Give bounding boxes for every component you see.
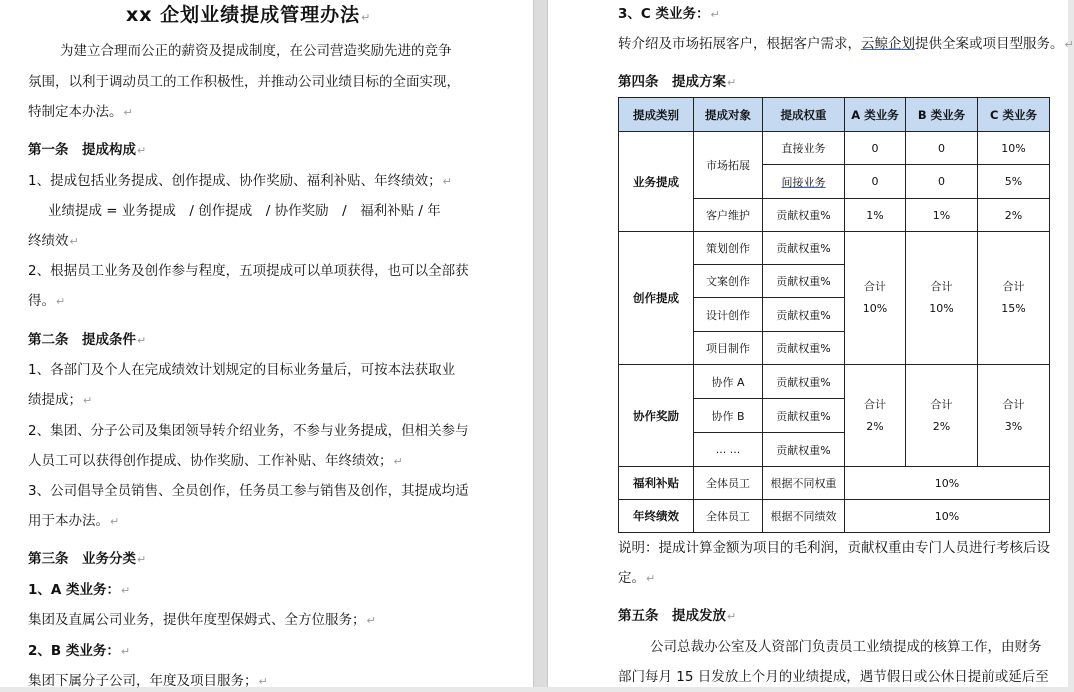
table-header-row (619, 98, 1050, 132)
intro-line: 为建立合理而公正的薪资及提成制度，在公司营造奖励先进的竞争 (60, 43, 452, 59)
weight-cell: 贡献权重% (763, 332, 845, 365)
category-c-heading: 3、C 类业务：↵ (618, 6, 720, 22)
category-a-heading: 1、A 类业务：↵ (28, 582, 131, 598)
total-cell: 合计 10% (845, 232, 906, 365)
article-2-item-1-cont: 绩提成；↵ (28, 392, 93, 408)
intro-line: 特制定本办法。↵ (28, 104, 133, 120)
table-note-cont: 定。↵ (618, 570, 656, 586)
article-1-item-2-cont: 得。↵ (28, 293, 66, 309)
target-cell: 设计创作 (694, 298, 763, 332)
target-cell: 项目制作 (694, 332, 763, 365)
table-note: 说明：提成计算金额为项目的毛利润，贡献权重由专门人员进行考核后设 (618, 540, 1050, 556)
article-2-item-3: 3、公司倡导全员销售、全员创作，任务员工参与销售及创作，其提成均适 (28, 483, 469, 499)
weight-cell: 贡献权重% (763, 232, 845, 265)
article-5-heading: 第五条 提成发放↵ (618, 608, 737, 624)
header-cell: 提成权重 (763, 98, 845, 132)
article-5-text: 公司总裁办公室及人资部门负责员工业绩提成的核算工作，由财务 (650, 639, 1042, 655)
total-cell: 合计 15% (978, 232, 1050, 365)
weight-cell: 直接业务 (763, 132, 845, 165)
weight-cell: 根据不同权重 (763, 467, 845, 500)
article-1-item-1: 1、提成包括业务提成、创作提成、协作奖励、福利补贴、年终绩效；↵ (28, 173, 452, 189)
article-2-item-2: 2、集团、分子公司及集团领导转介绍业务，不参与业务提成，但相关参与 (28, 423, 469, 439)
document-title: xx 企划业绩提成管理办法↵ (126, 4, 372, 26)
weight-cell: 贡献权重% (763, 199, 845, 232)
header-cell: 提成类别 (619, 98, 694, 132)
target-cell: 市场拓展 (694, 132, 763, 199)
commission-formula-cont: 终绩效↵ (28, 233, 79, 249)
category-cell: 协作奖励 (619, 365, 694, 467)
category-b-heading: 2、B 类业务：↵ (28, 643, 131, 659)
article-4-heading: 第四条 提成方案↵ (618, 74, 737, 90)
weight-cell: 贡献权重% (763, 298, 845, 332)
article-1-heading: 第一条 提成构成↵ (28, 142, 147, 158)
table-row (619, 365, 1050, 399)
value-cell: 5% (978, 165, 1050, 199)
article-2-item-1: 1、各部门及个人在完成绩效计划规定的目标业务量后，可按本法获取业 (28, 362, 456, 378)
commission-formula: 业绩提成 = 业务提成 / 创作提成 / 协作奖励 / 福利补贴 / 年 (48, 203, 441, 219)
header-cell: 提成对象 (694, 98, 763, 132)
article-2-item-3-cont: 用于本办法。↵ (28, 513, 120, 529)
total-cell: 合计 10% (906, 232, 978, 365)
intro-line: 氛围，以利于调动员工的工作积极性，并推动公司业绩目标的全面实现， (28, 74, 460, 90)
target-cell: 全体员工 (694, 500, 763, 533)
article-2-item-2-cont: 人员工可以获得创作提成、协作奖励、工作补贴、年终绩效；↵ (28, 453, 403, 469)
table-row (619, 500, 1050, 533)
category-cell: 业务提成 (619, 132, 694, 232)
target-cell: 文案创作 (694, 265, 763, 298)
target-cell: 策划创作 (694, 232, 763, 265)
page-gap (533, 0, 548, 687)
weight-cell: 间接业务 (763, 165, 845, 199)
weight-cell: 贡献权重% (763, 433, 845, 467)
total-cell: 合计 2% (906, 365, 978, 467)
category-c-text: 转介绍及市场拓展客户，根据客户需求，云鲸企划提供全案或项目型服务。↵ (618, 36, 1074, 52)
target-cell: 客户维护 (694, 199, 763, 232)
document-page-right (548, 0, 1074, 687)
weight-cell: 贡献权重% (763, 399, 845, 433)
value-cell: 10% (845, 500, 1050, 533)
weight-cell: 贡献权重% (763, 365, 845, 399)
target-cell: 协作 B (694, 399, 763, 433)
header-cell: A 类业务 (845, 98, 906, 132)
article-5-text-cont: 部门每月 15 日发放上个月的业绩提成，遇节假日或公休日提前或延后至 (618, 669, 1049, 685)
value-cell: 0 (906, 132, 978, 165)
commission-table (618, 97, 1050, 533)
target-cell: 全体员工 (694, 467, 763, 500)
value-cell: 0 (906, 165, 978, 199)
weight-cell: 贡献权重% (763, 265, 845, 298)
table-row (619, 467, 1050, 500)
category-b-text: 集团下属分子公司，年度及项目服务；↵ (28, 673, 268, 689)
header-cell: C 类业务 (978, 98, 1050, 132)
value-cell: 0 (845, 132, 906, 165)
table-row (619, 232, 1050, 265)
total-cell: 合计 2% (845, 365, 906, 467)
value-cell: 0 (845, 165, 906, 199)
article-2-heading: 第二条 提成条件↵ (28, 332, 147, 348)
table-row (619, 132, 1050, 165)
target-cell: 协作 A (694, 365, 763, 399)
weight-cell: 根据不同绩效 (763, 500, 845, 533)
document-page-left (0, 0, 533, 687)
category-cell: 创作提成 (619, 232, 694, 365)
target-cell: ... ... (694, 433, 763, 467)
value-cell: 10% (845, 467, 1050, 500)
value-cell: 1% (906, 199, 978, 232)
total-cell: 合计 3% (978, 365, 1050, 467)
value-cell: 10% (978, 132, 1050, 165)
category-cell: 年终绩效 (619, 500, 694, 533)
category-cell: 福利补贴 (619, 467, 694, 500)
article-1-item-2: 2、根据员工业务及创作参与程度，五项提成可以单项获得，也可以全部获 (28, 263, 469, 279)
value-cell: 2% (978, 199, 1050, 232)
header-cell: B 类业务 (906, 98, 978, 132)
article-3-heading: 第三条 业务分类↵ (28, 551, 147, 567)
category-a-text: 集团及直属公司业务，提供年度型保姆式、全方位服务；↵ (28, 612, 376, 628)
value-cell: 1% (845, 199, 906, 232)
